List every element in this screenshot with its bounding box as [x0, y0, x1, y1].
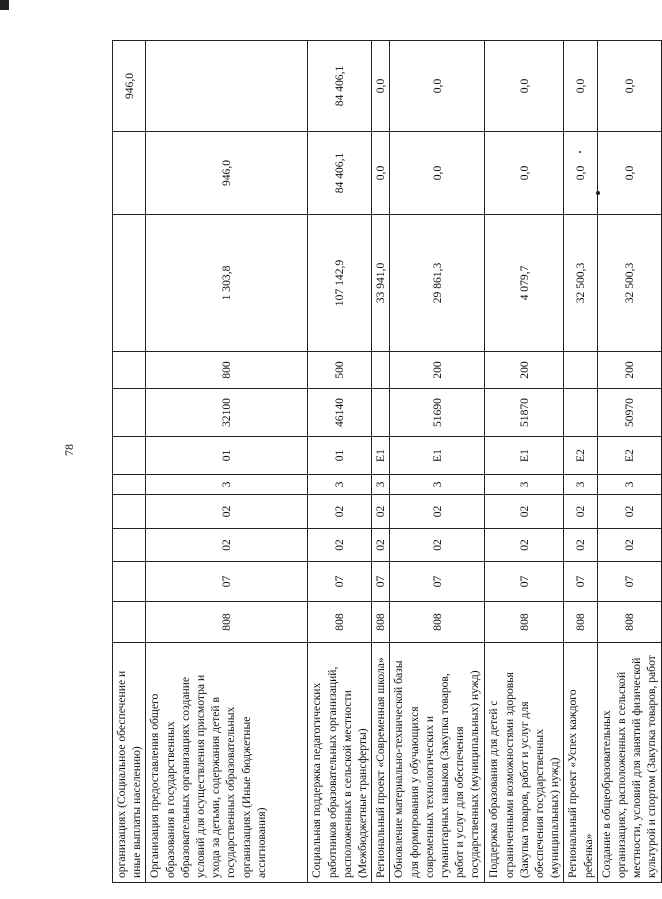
- section-cell: 07: [597, 562, 661, 602]
- admin-code-cell: 808: [372, 602, 390, 643]
- program-cell: 02: [485, 495, 564, 529]
- direction-code-cell: 50970: [597, 389, 661, 437]
- expense-type-cell: [372, 352, 390, 389]
- budget-table-wrapper: [112, 41, 659, 883]
- admin-code-cell: 808: [597, 602, 661, 643]
- amount-2025-cell: [146, 41, 308, 132]
- amount-2025-cell: 0,0: [372, 41, 390, 132]
- subsection-cell: 02: [308, 529, 372, 562]
- amount-2024-cell: 0,0: [597, 132, 661, 215]
- direction-code-cell: 32100: [146, 389, 308, 437]
- row-name-cell: Организация предоставления общего образования в государственных образовательных организациях создание условий для осуществления присмотра и ухода за детьми, содержания детей в государственных образовательных организациях (Иные бюджетные ассигнования): [146, 643, 308, 883]
- amount-2025-cell: 946,0: [113, 41, 146, 132]
- section-cell: 07: [564, 562, 597, 602]
- scan-edge-mark: [0, 0, 9, 10]
- subsection-cell: 02: [485, 529, 564, 562]
- table-row: [146, 41, 308, 883]
- main-event-cell: 01: [146, 437, 308, 475]
- expense-type-cell: 800: [146, 352, 308, 389]
- row-name-cell: Региональный проект «Современная школа»: [372, 643, 390, 883]
- section-cell: 07: [308, 562, 372, 602]
- program-cell: 02: [390, 495, 485, 529]
- main-event-cell: [113, 437, 146, 475]
- amount-2025-cell: 0,0: [485, 41, 564, 132]
- subprogram-cell: 3: [597, 475, 661, 495]
- main-event-cell: E2: [597, 437, 661, 475]
- row-name-cell: Создание в общеобразовательных организациях, расположенных в сельской местности, условий для занятий физической культурой и спортом (Закупка товаров, работ: [597, 643, 661, 883]
- amount-2023-cell: 29 861,3: [390, 215, 485, 352]
- expense-type-cell: [564, 352, 597, 389]
- table-row: [597, 41, 661, 883]
- program-cell: 02: [308, 495, 372, 529]
- amount-2023-cell: 4 079,7: [485, 215, 564, 352]
- section-cell: [113, 562, 146, 602]
- expense-type-cell: 500: [308, 352, 372, 389]
- subsection-cell: 02: [597, 529, 661, 562]
- expense-type-cell: [113, 352, 146, 389]
- table-row: [113, 41, 146, 883]
- main-event-cell: 01: [308, 437, 372, 475]
- main-event-cell: E1: [372, 437, 390, 475]
- table-row: [390, 41, 485, 883]
- section-cell: 07: [146, 562, 308, 602]
- expense-type-cell: 200: [485, 352, 564, 389]
- program-cell: 02: [597, 495, 661, 529]
- section-cell: 07: [390, 562, 485, 602]
- table-row: [372, 41, 390, 883]
- amount-2025-cell: 0,0: [390, 41, 485, 132]
- row-name-cell: Поддержка образования для детей с ограниченными возможностями здоровья (Закупка товаров, работ и услуг для обеспечения государственных (муниципальных) нужд): [485, 643, 564, 883]
- amount-2023-cell: 1 303,8: [146, 215, 308, 352]
- admin-code-cell: 808: [564, 602, 597, 643]
- subprogram-cell: 3: [146, 475, 308, 495]
- admin-code-cell: 808: [308, 602, 372, 643]
- subprogram-cell: [113, 475, 146, 495]
- amount-2023-cell: 33 941,0: [372, 215, 390, 352]
- row-name-cell: организациях (Социальное обеспечение и иные выплаты населению): [113, 643, 146, 883]
- amount-2025-cell: 84 406,1: [308, 41, 372, 132]
- admin-code-cell: [113, 602, 146, 643]
- amount-2024-cell: 0,0: [372, 132, 390, 215]
- amount-2023-cell: [113, 215, 146, 352]
- table-row: [485, 41, 564, 883]
- table-row: [564, 41, 597, 883]
- amount-2024-cell: 0,0: [390, 132, 485, 215]
- amount-2025-cell: 0,0: [564, 41, 597, 132]
- row-name-cell: Региональный проект «Успех каждого ребенка»: [564, 643, 597, 883]
- section-cell: 07: [372, 562, 390, 602]
- page-number: 78: [62, 444, 76, 456]
- direction-code-cell: [564, 389, 597, 437]
- direction-code-cell: 46140: [308, 389, 372, 437]
- amount-2023-cell: 107 142,9: [308, 215, 372, 352]
- main-event-cell: E2: [564, 437, 597, 475]
- subprogram-cell: 3: [372, 475, 390, 495]
- subprogram-cell: 3: [308, 475, 372, 495]
- amount-2024-cell: [113, 132, 146, 215]
- section-cell: 07: [485, 562, 564, 602]
- row-name-cell: Социальная поддержка педагогических работников образовательных организаций, расположенных в сельской местности (Межбюджетные трансферты): [308, 643, 372, 883]
- expense-type-cell: 200: [390, 352, 485, 389]
- amount-2023-cell: 32 500,3: [564, 215, 597, 352]
- direction-code-cell: 51690: [390, 389, 485, 437]
- direction-code-cell: [113, 389, 146, 437]
- budget-table: [112, 40, 662, 883]
- program-cell: 02: [146, 495, 308, 529]
- subsection-cell: [113, 529, 146, 562]
- admin-code-cell: 808: [390, 602, 485, 643]
- subprogram-cell: 3: [564, 475, 597, 495]
- amount-2024-cell: 0,0: [485, 132, 564, 215]
- subsection-cell: 02: [146, 529, 308, 562]
- subsection-cell: 02: [390, 529, 485, 562]
- main-event-cell: E1: [485, 437, 564, 475]
- table-row: [308, 41, 372, 883]
- subprogram-cell: 3: [390, 475, 485, 495]
- subprogram-cell: 3: [485, 475, 564, 495]
- direction-code-cell: [372, 389, 390, 437]
- amount-2024-cell: 946,0: [146, 132, 308, 215]
- direction-code-cell: 51870: [485, 389, 564, 437]
- expense-type-cell: 200: [597, 352, 661, 389]
- subsection-cell: 02: [372, 529, 390, 562]
- amount-2024-cell: 0,0: [564, 132, 597, 215]
- admin-code-cell: 808: [485, 602, 564, 643]
- amount-2023-cell: 32 500,3: [597, 215, 661, 352]
- main-event-cell: E1: [390, 437, 485, 475]
- program-cell: 02: [372, 495, 390, 529]
- amount-2024-cell: 84 406,1: [308, 132, 372, 215]
- program-cell: 02: [564, 495, 597, 529]
- row-name-cell: Обновление материально-технической базы для формирования у обучающихся современных технологических и гуманитарных навыков (Закупка товаров, работ и услуг для обеспечения государственных (муниципальных) нужд): [390, 643, 485, 883]
- program-cell: [113, 495, 146, 529]
- subsection-cell: 02: [564, 529, 597, 562]
- admin-code-cell: 808: [146, 602, 308, 643]
- amount-2025-cell: 0,0: [597, 41, 661, 132]
